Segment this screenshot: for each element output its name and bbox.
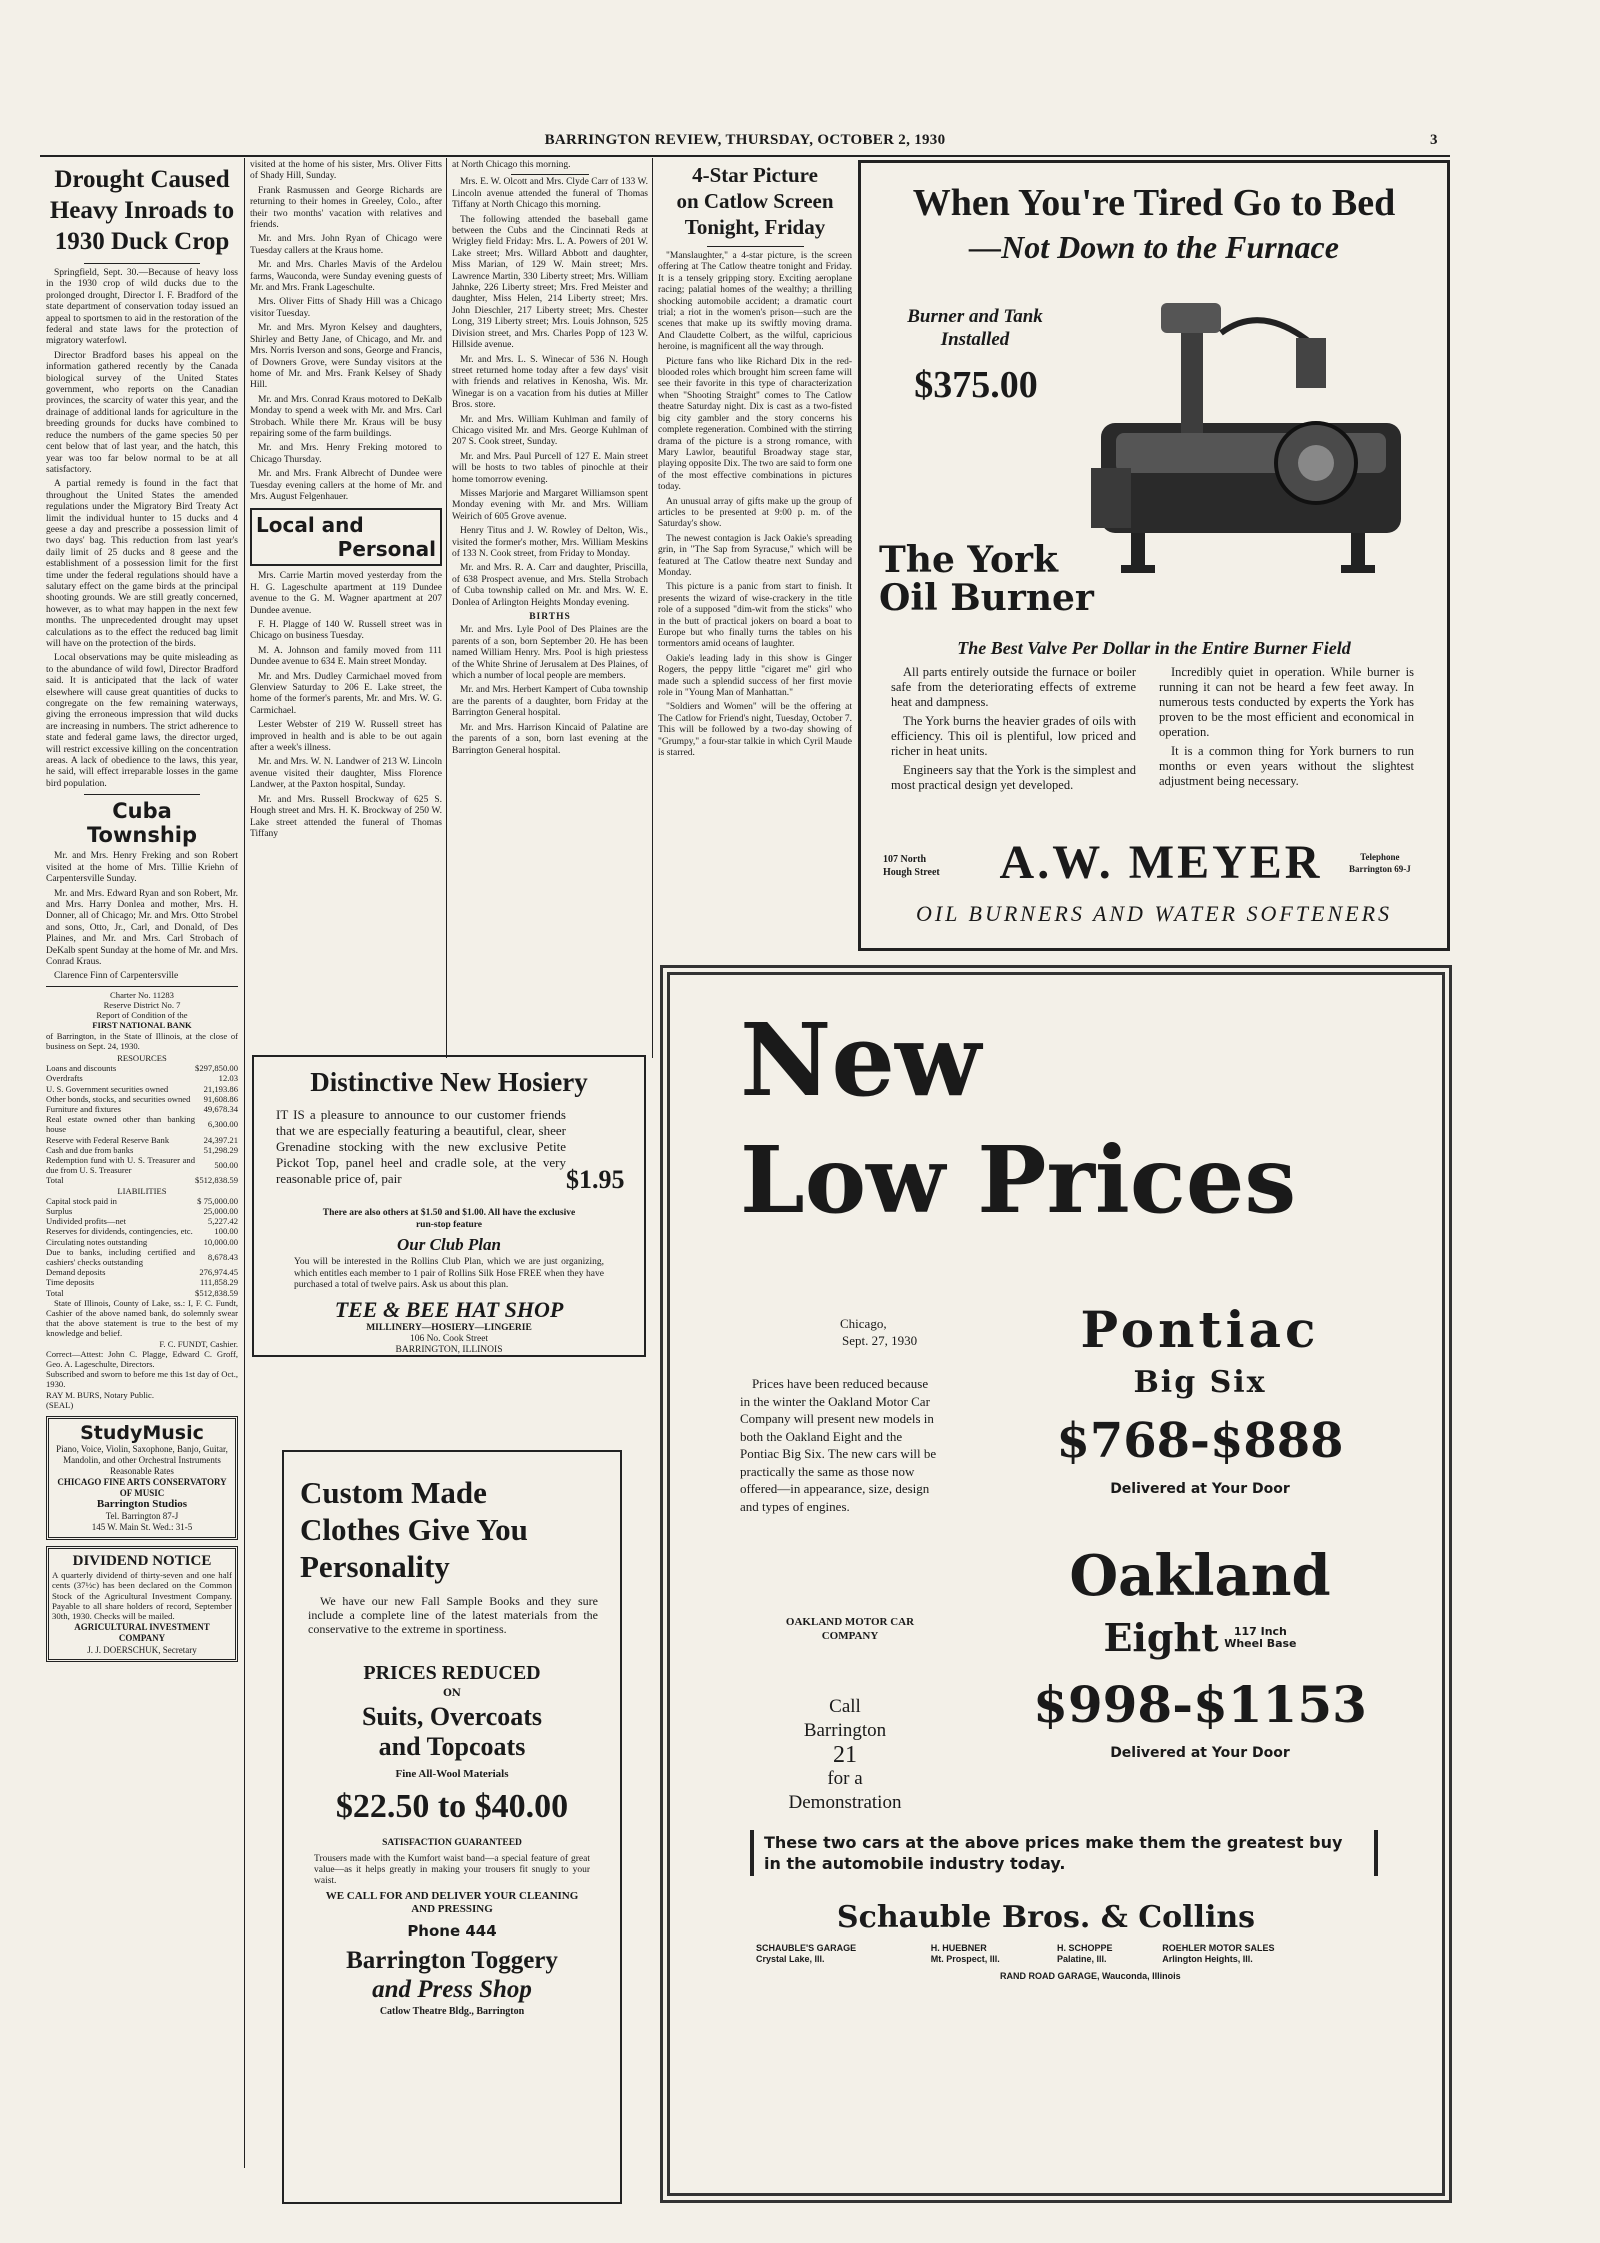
delivered-1: Delivered at Your Door [1110,1481,1290,1497]
row-label: Due to banks, including certified and cashiers' checks outstanding [46,1246,196,1268]
divider [84,794,199,795]
row-label: Reserves for dividends, contingencies, etc. [46,1226,193,1237]
call-line: for a [827,1768,863,1789]
call-demonstration [740,1695,950,1815]
masthead: BARRINGTON REVIEW, THURSDAY, OCTOBER 2, 1930 [544,132,946,148]
dividend-company: AGRICULTURAL INVESTMENT COMPANY [74,1621,210,1644]
table-row [46,1155,238,1175]
pontiac-price: $768-$888 [1056,1413,1344,1469]
oakland-price: $998-$1153 [1033,1675,1367,1734]
article-paragraph: "Manslaughter," a 4-star picture, is the screen offering at The Catlow theatre tonight and Friday. It is a tensely gripping story. Exciting aeroplane racing; palatial homes of the wealthy; a thrilling shocking automobile accident; a dramatic court trial; a riot in the women's prison—such are the scenes that make up its swiftly moving drama. And Claudette Colbert, as the wilful, capricious heroine, is magnificent all the way through. [658,251,852,353]
row-label: Total [46,1175,64,1186]
article-paragraph: M. A. Johnson and family moved from 111 Dundee avenue to 634 E. Main street Monday. [250,645,442,668]
subdealer-name: SCHAUBLE'S GARAGE [756,1943,857,1953]
address-line: Hough Street [883,867,940,878]
article-paragraph: Mr. and Mrs. John Ryan of Chicago were Tuesday callers at the Kraus home. [250,234,442,256]
column-4 [658,160,852,1055]
delivered-2: Delivered at Your Door [1110,1745,1290,1761]
dividend-signer: J. J. DOERSCHUK, Secretary [87,1644,197,1655]
headline-line: Personality [300,1549,450,1584]
ad-line: 145 W. Main St. Wed.: 31-5 [91,1522,193,1533]
subdealer-place: Arlington Heights, Ill. [1162,1954,1253,1964]
article-paragraph: Mr. and Mrs. Henry Freking and son Robert visited at the home of Mrs. Tillie Kriehn of Carpentersville Sunday. [46,851,238,885]
wheelbase [1224,1626,1296,1650]
resources-title: RESOURCES [117,1052,167,1063]
headline-line: Tonight, Friday [684,215,826,239]
article-paragraph: visited at the home of his sister, Mrs. Oliver Fitts of Shady Hill, Sunday. [250,160,442,182]
article-paragraph: Picture fans who like Richard Dix in the red-blooded roles which brought him screen fame will see their favorite in this type of characterization when "Shooting Straight" comes to The Catlow theatre Saturday night. Dix is cast as a two-fisted big city gambler and the story concerns his complete regeneration. Combined with the stirring drama of the picture is a strong romance, with Mary Lawlor, beautiful Broadway stage star, playing opposite Dix. The two are said to form one of the most effective combinations in pictures today. [658,356,852,493]
shop-line: 106 No. Cook Street [409,1334,489,1344]
price-from: $22.50 [335,1788,430,1825]
article-paragraph: Mr. and Mrs. Dudley Carmichael moved from Glenview Saturday to 206 E. Lake street, the home of the former's parents, Mr. and Mrs. W. G. Carmichael. [250,671,442,716]
table-row [46,1135,238,1145]
article-paragraph: F. H. Plagge of 140 W. Russell street was in Chicago on business Tuesday. [250,620,442,642]
table-row [46,1114,238,1134]
row-value: 49,678.34 [203,1103,238,1114]
article-paragraph: Local observations may be quite misleading as to the abundance of wild fowl, Director Bradford said. It is anticipated that the lack of water elsewhere will cause great quantities of ducks to congregate on the few remaining waterways, giving the erroneous impression that wild ducks are increasing in numbers. The strict adherence to state and federal game laws, the director urged, will restrict excessive killing on the concentration areas. A lack of obedience to the laws, this year, he said, will effect irreparable losses in the game bird population. [46,653,238,789]
article-paragraph: An unusual array of gifts make up the group of articles to be presented at 9:00 p. m. of the Saturday's show. [658,496,852,530]
column-2 [250,160,442,1055]
price-to: $40.00 [474,1788,569,1825]
column-rule [446,158,447,1058]
column-rule [652,158,653,1058]
row-value: $ 75,000.00 [197,1195,238,1206]
article-paragraph: Director Bradford bases his appeal on the information gathered recently by the Canada biological survey of the United States government, who reports on the Canadian provinces, the scarcity of water this year, and the drainage of additional lands for agriculture in the breeding grounds for ducks have combined to reduce the numbers of the game species 50 per cent below that of last year, and the hatch, this year was too far below normal to be at all satisfactory. [46,350,238,475]
table-row [750,1954,1350,1965]
article-paragraph: Mr. and Mrs. Lyle Pool of Des Plaines are the parents of a son, born September 20. He has been named William Henry. Mrs. Pool is high priestess of the White Shrine of Jerusalem at Des Plaines, of which a number of local people are members. [452,625,648,682]
burner-label [885,305,1065,351]
article-paragraph: Mr. and Mrs. Harrison Kincaid of Palatine are the parents of a son, born last evening at the Barrington General hospital. [452,722,648,756]
row-value: 24,397.21 [203,1134,238,1145]
headline-line: Local and [256,513,364,538]
row-value: 6,300.00 [207,1119,238,1130]
york-headline: When You're Tired Go to Bed [912,182,1396,224]
resources-table [46,1063,238,1185]
company-line: OAKLAND MOTOR CAR [785,1616,915,1628]
table-row [46,1216,238,1226]
bank-footer-line: F. C. FUNDT, Cashier. [159,1338,238,1349]
ad-paragraph: Engineers say that the York is the simplest and most practical design yet developed. [891,763,1136,792]
article-paragraph: Mrs. Carrie Martin moved yesterday from the H. G. Lageschulte apartment at 119 Dundee avenue to the G. M. Wagner apartment at 207 Dundee avenue. [250,571,442,616]
subdealer-place: Palatine, Ill. [1057,1954,1107,1964]
bank-header-line: Reserve District No. 7 [103,999,181,1010]
article-paragraph: Mr. and Mrs. Myron Kelsey and daughters, Shirley and Betty Jane, of Chicago, and Mr. and Mrs. Norris Iverson and sons, George and Francis, of Downers Grove, were Sunday visitors at the home of Mr. and Mrs. Frank Kelsey of Shady Hill. [250,323,442,391]
row-label: Reserve with Federal Reserve Bank [46,1134,170,1145]
toggery-headline [300,1474,600,1585]
ad-line: CHICAGO FINE ARTS CONSERVATORY OF MUSIC [57,1477,227,1499]
row-label: U. S. Government securities owned [46,1083,169,1094]
pontiac-name: Pontiac [1080,1300,1320,1359]
table-row [46,1288,238,1298]
subdealer-place: Crystal Lake, Ill. [756,1954,825,1964]
bank-header-line: of Barrington, in the State of Illinois, at the close of business on Sept. 24, 1930. [46,1030,238,1051]
row-value: 500.00 [214,1160,238,1171]
article-paragraph: Mr. and Mrs. L. S. Winecar of 536 N. Hough street returned home today after a few days' visit with friends and relatives in Kenosha, Wis. Mr. Winegar is on a vacation from his duties at Miller Bros. store. [452,354,648,411]
item-line: and Topcoats [378,1732,526,1761]
table-row [46,1206,238,1216]
bank-header-line: FIRST NATIONAL BANK [92,1020,192,1031]
york-price: $375.00 [914,364,1038,406]
article-paragraph: Mr. and Mrs. Charles Mavis of the Ardelou farms, Wauconda, were Sunday evening guests of Mr. and Mrs. Frank Lageschulte. [250,260,442,294]
dateline-line: Sept. 27, 1930 [842,1333,918,1348]
article-paragraph: This picture is a panic from start to finish. It presents the wizard of wise-crackery in the title role of a supposed "dim-wit from the sticks" who in the butt of practical jokers on board a boat to Europe but who finally turns the tables on his tormentors amid oceans of laughter. [658,582,852,650]
row-label: Cash and due from banks [46,1144,134,1155]
york-dealer: A.W. MEYER [999,836,1323,889]
study-music-ad [46,1416,238,1540]
liabilities-table [46,1196,238,1298]
table-row [46,1247,238,1267]
row-label: Total [46,1287,64,1298]
headline-line: Personal [337,537,436,562]
table-row [46,1277,238,1287]
call-line: 21 [833,1742,857,1768]
table-row [750,1943,1350,1954]
table-row [46,1073,238,1083]
low-prices-headline: Low Prices [740,1126,1297,1234]
article-paragraph: Clarence Finn of Carpentersville [54,971,179,982]
headline-line: 1930 Duck Crop [54,228,230,255]
row-value: $512,838.59 [195,1287,238,1298]
dealer-name: Schauble Bros. & Collins [836,1900,1256,1935]
row-value: 21,193.86 [203,1083,238,1094]
dividend-notice-ad [46,1546,238,1662]
headline-line: Cuba [112,799,172,824]
toggery-body: We have our new Fall Sample Books and they sure include a complete line of the latest materials from the conservative to the extreme in sportiness. [308,1594,598,1636]
wheelbase-line: 117 Inch [1233,1624,1287,1638]
york-telephone [1349,851,1411,875]
telephone-line: Telephone [1360,852,1400,862]
article-paragraph: Mr. and Mrs. W. N. Landwer of 213 W. Lincoln avenue visited their daughter, Miss Florence Landwer, at the Paxton hospital, Sunday. [250,757,442,791]
divider [46,986,238,987]
article-paragraph: The newest contagion is Jack Oakie's spreading grin, in "The Sap from Syracuse," which will be featured at The Catlow theatre next Sunday and Monday. [658,533,852,578]
table-row [46,1104,238,1114]
subdealer-name: H. HUEBNER [930,1943,987,1953]
bank-footer-line: RAY M. BURS, Notary Public. [46,1389,154,1400]
row-label: Overdrafts [46,1073,83,1084]
article-paragraph: The following attended the baseball game between the Cubs and the Cincinnati Reds at Wrigley field Friday: Mrs. L. A. Powers of 201 W. Lake street; Mrs. Willard Abbott and daughter, Miss Marian, of 129 W. Main street; Mrs. Lawrence Martin, 330 Liberty street; Mrs. William Jahnke, 226 Liberty street; Mrs. Fred Meister and daughter, Miss Helen, 214 Liberty street; Mrs. John Dieschler, 217 Liberty street; Mrs. Chester Long, 319 Liberty street; Mrs. Louis Johnson, 525 Division street, and Mrs. Charles Popp of 123 W. Hillside avenue. [452,214,648,351]
row-value: 276,974.45 [199,1267,238,1278]
bank-header-line: Report of Condition of the [96,1010,188,1021]
club-body: You will be interested in the Rollins Club Plan, which we are just organizing, which entitles each member to 1 pair of Rollins Silk Hose FREE when they have purchased a total of twelve pairs. Ask us about this plan. [294,1257,604,1290]
ad-line: Piano, Voice, Violin, Saxophone, Banjo, Guitar, Mandolin, and other Orchestral Instruments [56,1444,228,1466]
york-product-name [879,541,1094,617]
bank-header-line: Charter No. 11283 [110,989,174,1000]
article-paragraph: Springfield, Sept. 30.—Because of heavy loss in the 1930 crop of wild ducks due to the prolonged drought, Director I. F. Bradford of the state department of conservation today issued an appeal to sportsmen to aid in the restoration of the federal and state laws for the protection of migratory waterfowl. [46,268,238,347]
trousers-copy: Trousers made with the Kumfort waist band—a special feature of great value—as it helps greatly in making your trousers fit snugly to your waist. [314,1854,590,1886]
headline-line: 4-Star Picture [692,163,818,187]
ad-line: Barrington Studios [96,1498,188,1511]
oil-burner-illustration [1061,283,1431,583]
row-value: 8,678.43 [207,1251,238,1262]
row-label: Other bonds, stocks, and securities owned [46,1093,191,1104]
ad-paragraph: The York burns the heavier grades of oils with efficiency. This oil is plentiful, low priced and richer in heat units. [891,714,1136,758]
address-line: 107 North [883,854,927,865]
bank-footer-line: Subscribed and sworn to before me this 1st day of Oct., 1930. [46,1369,238,1390]
pontiac-oakland-ad [660,965,1452,2203]
article-paragraph: Mr. and Mrs. Frank Albrecht of Dundee were Tuesday evening callers at the home of Mr. and Mrs. August Felgenhauer. [250,469,442,502]
page-number: 3 [1430,132,1438,148]
article-paragraph: Mr. and Mrs. Edward Ryan and son Robert, Mr. and Mrs. Harry Donlea and mother, Mrs. H. Donner, all of Chicago; Mr. and Mrs. Otto Strobel and sons, Otto, Jr., Carl, and Donald, of Des Plaines, and Mr. and Mrs. Carl Strobach of DeKalb spent Sunday at the home of Mr. and Mrs. Conrad Kraus. [46,888,238,967]
row-label: Redemption fund with U. S. Treasurer and due from U. S. Treasurer [46,1155,196,1176]
toggery-items [284,1702,620,1762]
product-line: The York [879,539,1058,581]
article-paragraph: Misses Marjorie and Margaret Williamson spent Monday evening with Mr. and Mrs. William Weirich of 605 Grove avenue. [452,488,648,522]
ad-line: Reasonable Rates [110,1466,174,1477]
toggery-ad [282,1450,622,2204]
york-left-copy [891,665,1136,797]
guarantee: SATISFACTION GUARANTEED [382,1838,522,1848]
product-line: Oil Burner [879,577,1094,619]
headline-line: Drought Caused [54,166,230,193]
article-paragraph: Lester Webster of 219 W. Russell street has improved in health and is able to be out again after a week's illness. [250,720,442,754]
york-tagline: The Best Valve Per Dollar in the Entire Burner Field [957,638,1351,658]
row-value: 25,000.00 [203,1206,238,1217]
table-row [46,1084,238,1094]
row-value: 100.00 [214,1226,238,1237]
row-value: 111,858.29 [199,1277,238,1288]
toggery-address: Catlow Theatre Bldg., Barrington [379,2006,525,2017]
headline-line: Township [87,823,197,848]
article-paragraph: Mr. and Mrs. Paul Purcell of 127 E. Main street will be hosts to two tables of pinochle at their home tomorrow evening. [452,451,648,485]
headline-line: Clothes Give You [300,1512,528,1547]
ad-paragraph: Incredibly quiet in operation. While burner is running it can not be heard a few feet away. In numerous tests conducted by experts the York has proven to be the most efficient and economical in operation. [1159,665,1414,739]
shop-name: TEE & BEE HAT SHOP [334,1297,564,1322]
call-line: Call [829,1696,861,1717]
study-music-title: StudyMusic [80,1422,204,1445]
article-paragraph: A partial remedy is found in the fact that throughout the United States the amended regulations under the Migratory Bird Treaty Act limit the individual hunter to 15 ducks and 4 geese a day and prescribe a possession limit of two days' bag. This reduction from last year's daily limit of 25 ducks and 8 geese and the establishment of a possession limit for the first time under the federal regulations should have a salutary effect on the game birds at the principal shooting grounds. We are still greatly concerned, however, as to what may happen in the next few months. The unprecedented drought may upset calculations as to the effect the reduced bag limit will have on the protection of the birds. [46,479,238,649]
oakland-eight [980,1615,1420,1660]
bank-statement [46,990,238,1410]
row-value: $512,838.59 [195,1175,238,1186]
oakland-letter: Prices have been reduced because in the winter the Oakland Motor Car Company will present new models in both the Oakland Eight and the Pontiac Big Six. The new cars will be practically the same as those now offered—in appearance, size, design and types of engines. [740,1376,937,1514]
article-paragraph: Mrs. E. W. Olcott and Mrs. Clyde Carr of 133 W. Lincoln avenue attended the funeral of Thomas Tiffany at North Chicago this morning. [452,177,648,211]
local-personal-headline [250,508,442,566]
headline-line: Custom Made [300,1475,487,1510]
shop-line: and Press Shop [372,1976,532,2003]
price-to-word: to [437,1788,467,1825]
bank-footer-line: State of Illinois, County of Lake, ss.: I, F. C. Fundt, Cashier of the above named bank, do solemnly swear that the above statement is true to the best of my knowledge and belief. [46,1297,238,1339]
york-address [883,853,940,879]
row-value: $297,850.00 [195,1063,238,1074]
subdealer-name: H. SCHOPPE [1057,1943,1113,1953]
row-label: Undivided profits—net [46,1216,126,1227]
table-row [46,1094,238,1104]
on-label: ON [443,1688,461,1699]
column-1 [46,162,238,2232]
row-label: Demand deposits [46,1267,106,1278]
subdealer-place: Mt. Prospect, Ill. [930,1954,1000,1964]
item-line: Suits, Overcoats [361,1702,543,1731]
york-footer: OIL BURNERS AND WATER SOFTENERS [915,901,1393,926]
table-row [46,1145,238,1155]
article-paragraph: Mr. and Mrs. Herbert Kampert of Cuba township are the parents of a daughter, born Friday at the Barrington General hospital. [452,685,648,719]
hosiery-also: There are also others at $1.50 and $1.00. All have the exclusive run-stop feature [322,1208,576,1230]
row-value: 51,298.29 [203,1144,238,1155]
new-headline: New [740,1001,982,1119]
hosiery-ad [252,1055,646,1357]
call-line: Barrington [803,1720,887,1741]
dateline-line: Chicago, [840,1316,887,1331]
catlow-headline [658,162,852,240]
table-row [46,1267,238,1277]
article-paragraph: "Soldiers and Women" will be the offering at The Catlow for Friend's night, Tuesday, October 7. This will be followed by a two-day showing of "Grumpy," a four-star talkie in which Cyril Maude is starred. [658,702,852,759]
dividend-body: A quarterly dividend of thirty-seven and one half cents (37½c) has been declared on the Common Stock of the Agricultural Investment Company. Payable to all share holders of record, September 30th, 1930. Checks will be mailed. [52,1569,232,1622]
article-paragraph: Mr. and Mrs. R. A. Carr and daughter, Priscilla, of 638 Prospect avenue, and Mrs. Stella Strobach of Cuba township called on Mr. and Mrs. W. E. Donlea of Arlington Heights Monday evening. [452,563,648,608]
company-line: COMPANY [821,1630,879,1642]
column-rule [244,158,245,2168]
eight-label: Eight [1103,1615,1219,1660]
article-paragraph: Mr. and Mrs. William Kuhlman and family of Chicago visited Mr. and Mrs. George Kuhlman of 207 S. Cook street, Sunday. [452,414,648,448]
call-deliver: WE CALL FOR AND DELIVER YOUR CLEANING AND PRESSING [325,1890,579,1915]
table-row [46,1237,238,1247]
toggery-shop-name [284,1946,620,2004]
shop-line: MILLINERY—HOSIERY—LINGERIE [366,1323,532,1333]
row-label: Furniture and fixtures [46,1103,121,1114]
ad-paragraph: All parts entirely outside the furnace or boiler safe from the deteriorating effects of extreme heat and dampness. [891,665,1136,709]
hosiery-price: $1.95 [566,1165,625,1194]
row-label: Surplus [46,1206,73,1217]
divider [707,246,804,247]
label-line: Burner and Tank [907,306,1043,327]
divider [511,174,589,175]
table-row [46,1196,238,1206]
toggery-price-range [284,1788,620,1826]
table-row [46,1226,238,1236]
big-six: Big Six [1133,1365,1267,1400]
bank-footer-line: (SEAL) [46,1399,74,1410]
article-paragraph: Mr. and Mrs. Russell Brockway of 625 S. Hough street and Mrs. H. K. Brockway of 250 W. Lake street attended the funeral of Thomas Tiffany [250,794,442,839]
article-paragraph: Henry Titus and J. W. Rowley of Delton, Wis., visited the former's mother, Mrs. William Meskins of 133 N. Cook street, from Friday to Monday. [452,526,648,559]
table-row [46,1175,238,1185]
row-label: Time deposits [46,1277,95,1288]
bank-footer-line: Correct—Attest: John C. Plagge, Edward C. Groff, Geo. A. Lageschulte, Directors. [46,1348,238,1370]
article-paragraph: at North Chicago this morning. [452,160,571,170]
prices-reduced: PRICES REDUCED [363,1662,541,1684]
row-label: Capital stock paid in [46,1195,117,1206]
cuba-headline [46,799,238,847]
shop-line: BARRINGTON, ILLINOIS [395,1345,503,1355]
headline-line: on Catlow Screen [676,189,834,213]
york-oil-burner-ad [858,160,1450,951]
births-title: BIRTHS [529,612,571,623]
article-paragraph: Oakie's leading lady in this show is Ginger Rogers, the peppy little "cigaret me" girl who made such a splendid success of her first movie role in "Young Man of Manhattan." [658,653,852,699]
slogan: These two cars at the above prices make them the greatest buy in the automobile industry today. [750,1830,1378,1876]
york-right-copy [1159,665,1414,793]
wheelbase-line: Wheel Base [1224,1636,1297,1650]
shop-lines [254,1323,644,1356]
article-paragraph: Mrs. Oliver Fitts of Shady Hill was a Chicago visitor Tuesday. [250,297,442,319]
club-title: Our Club Plan [397,1235,501,1254]
ad-paragraph: It is a common thing for York burners to run months or even years without the slightest adjustment being necessary. [1159,744,1414,788]
column-3 [452,160,648,1055]
toggery-phone: Phone 444 [407,1922,497,1940]
table-row [46,1063,238,1073]
letter-company [740,1615,960,1643]
label-line: Installed [940,329,1010,350]
row-label: Loans and discounts [46,1063,117,1074]
hosiery-headline: Distinctive New Hosiery [310,1067,588,1097]
article-paragraph: Frank Rasmussen and George Richards are returning to their homes in Greeley, Colo., after their two months' vacation with relatives and friends. [250,185,442,231]
row-label: Circulating notes outstanding [46,1236,148,1247]
call-line: Demonstration [788,1792,902,1813]
divider [84,263,199,264]
oakland-name: Oakland [1069,1543,1331,1609]
subdealer-name: ROEHLER MOTOR SALES [1162,1943,1275,1953]
row-value: 5,227.42 [207,1216,238,1227]
shop-line: Barrington Toggery [346,1947,558,1974]
dateline [840,1315,917,1349]
drought-headline [46,164,238,257]
dividend-title: DIVIDEND NOTICE [72,1552,212,1569]
extra-dealer: RAND ROAD GARAGE, Wauconda, Illinois [1000,1971,1181,1981]
headline-line: Heavy Inroads to [49,197,235,224]
row-value: 10,000.00 [203,1236,238,1247]
row-label: Real estate owned other than banking house [46,1114,196,1135]
york-subhead: —Not Down to the Furnace [969,229,1339,265]
hosiery-body: IT IS a pleasure to announce to our customer friends that we are especially featuring a beautiful, clear, sheer Grenadine stocking with the new exclusive Petite Pickot Top, panel heel and cradle sole, at the very reasonable price of, pair [276,1107,566,1186]
telephone-line: Barrington 69-J [1349,864,1411,874]
subdealer-table [750,1943,1350,1965]
article-paragraph: Mr. and Mrs. Henry Freking motored to Chicago Thursday. [250,443,442,465]
row-value: 12.03 [218,1073,238,1084]
materials: Fine All-Wool Materials [395,1768,509,1780]
ad-line: Tel. Barrington 87-J [105,1510,179,1521]
liabilities-title: LIABILITIES [117,1185,167,1196]
article-paragraph: Mr. and Mrs. Conrad Kraus motored to DeKalb Monday to spend a week with Mr. and Mrs. Carl Strobach. While there Mr. Kraus will be busy repairing some of the farm buildings. [250,394,442,439]
row-value: 91,608.86 [203,1093,238,1104]
masthead-rule [40,155,1450,157]
